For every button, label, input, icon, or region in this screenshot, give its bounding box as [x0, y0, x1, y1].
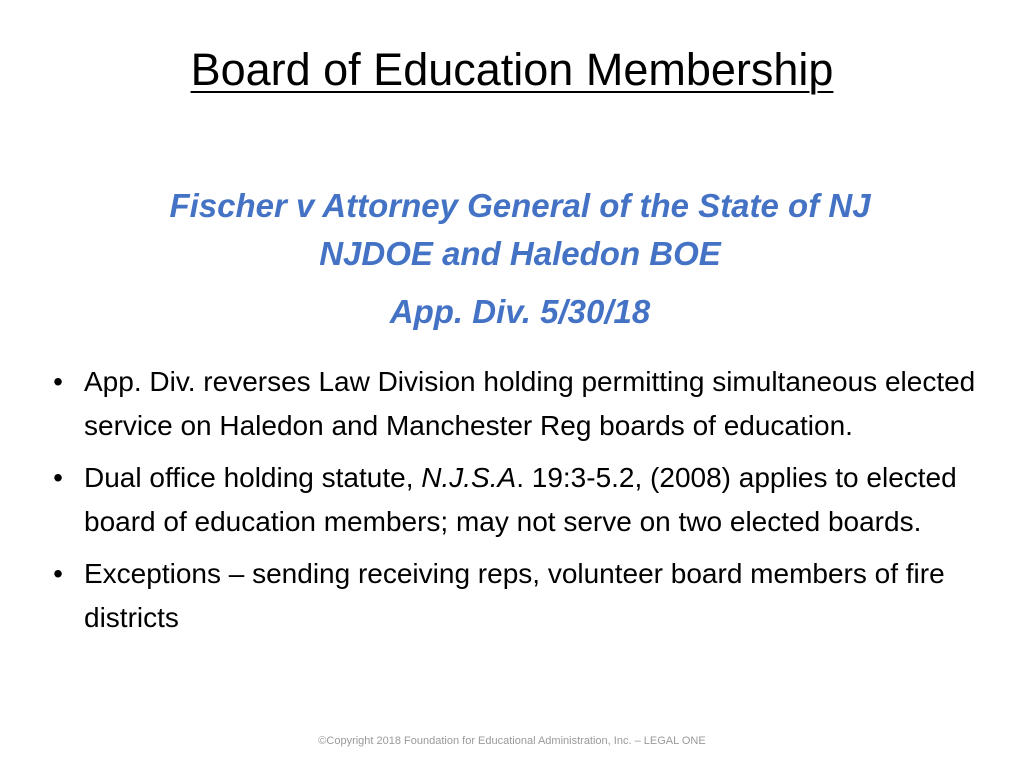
bullet-text-before: Dual office holding statute, [84, 462, 422, 493]
case-parties: NJDOE and Haledon BOE [319, 235, 721, 272]
bullet-text-after: . 19:3-5.2, (2008) applies to elected board of education members; may not serve on two elected boards. [84, 462, 957, 537]
statute-citation: N.J.S.A [421, 462, 517, 493]
case-court-date: App. Div. 5/30/18 [389, 293, 651, 330]
bullet-item [48, 456, 978, 544]
bullet-list [48, 360, 978, 648]
case-name: Fischer v Attorney General of the State of NJ [169, 187, 871, 224]
slide-title: Board of Education Membership [190, 44, 834, 95]
bullet-text: App. Div. reverses Law Division holding permitting simultaneous elected service on Haledon and Manchester Reg boards of education. [84, 366, 976, 441]
bullet-icon: • [53, 558, 63, 589]
bullet-text: Exceptions – sending receiving reps, volunteer board members of fire districts [84, 558, 945, 633]
bullet-item [48, 360, 978, 448]
case-citation [60, 182, 980, 336]
bullet-item [48, 552, 978, 640]
bullet-icon: • [53, 462, 63, 493]
bullet-icon: • [53, 366, 63, 397]
bullet-text [84, 462, 957, 537]
copyright-footer: ©Copyright 2018 Foundation for Educational Administration, Inc. – LEGAL ONE [318, 735, 706, 747]
